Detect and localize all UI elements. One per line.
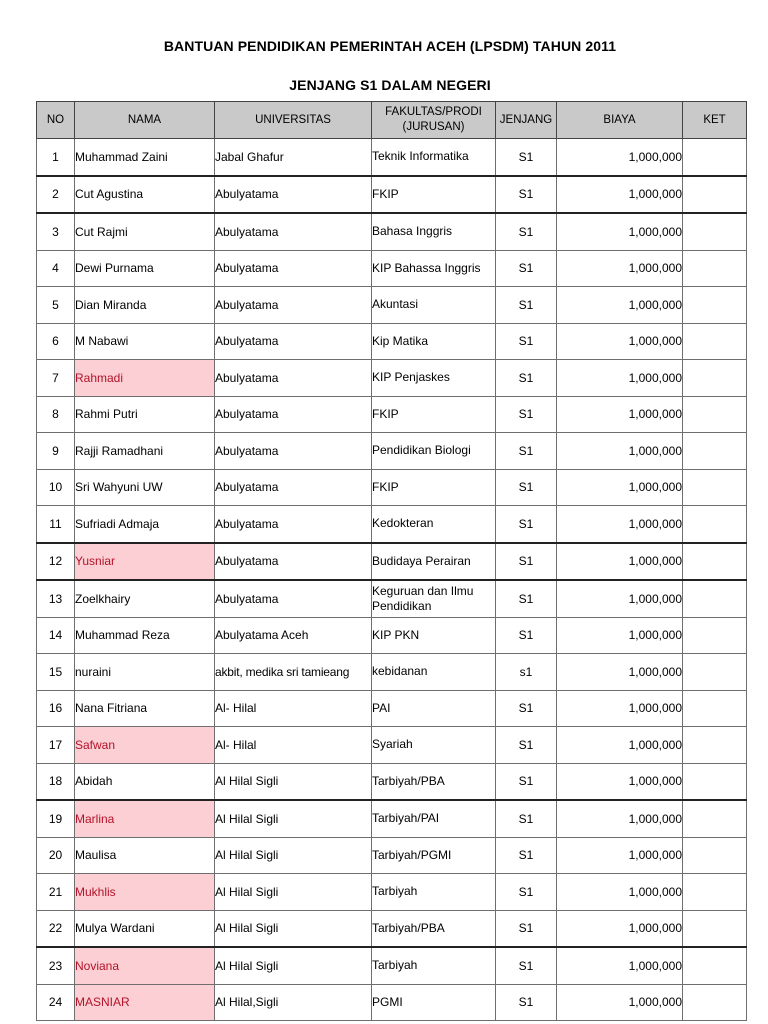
cell-no: 11 — [37, 506, 75, 543]
cell-biaya: 1,000,000 — [557, 910, 683, 947]
cell-nama: Dian Miranda — [75, 287, 215, 324]
cell-no: 3 — [37, 213, 75, 250]
cell-no: 24 — [37, 984, 75, 1021]
cell-fakultas: kebidanan — [372, 654, 496, 691]
cell-no: 14 — [37, 617, 75, 654]
cell-nama: Sufriadi Admaja — [75, 506, 215, 543]
cell-fakultas: KIP Bahassa Inggris — [372, 250, 496, 287]
column-header-nama: NAMA — [75, 102, 215, 139]
cell-universitas: Al Hilal Sigli — [215, 800, 372, 837]
table-row — [37, 654, 747, 691]
cell-jenjang: S1 — [496, 947, 557, 984]
column-header-fakultas: FAKULTAS/PRODI (JURUSAN) — [372, 102, 496, 139]
cell-fakultas: Tarbiyah — [372, 947, 496, 984]
table-row — [37, 617, 747, 654]
cell-no: 18 — [37, 763, 75, 800]
cell-nama: M Nabawi — [75, 323, 215, 360]
cell-no: 10 — [37, 469, 75, 506]
column-header-jenjang: JENJANG — [496, 102, 557, 139]
cell-biaya: 1,000,000 — [557, 433, 683, 470]
cell-jenjang: S1 — [496, 617, 557, 654]
table-row — [37, 323, 747, 360]
table-row — [37, 360, 747, 397]
table-row — [37, 543, 747, 581]
cell-universitas: Al Hilal Sigli — [215, 837, 372, 874]
cell-ket — [683, 139, 747, 176]
cell-nama: Maulisa — [75, 837, 215, 874]
cell-universitas: Abulyatama — [215, 580, 372, 617]
cell-no: 19 — [37, 800, 75, 837]
cell-biaya: 1,000,000 — [557, 176, 683, 214]
cell-universitas: Abulyatama — [215, 287, 372, 324]
cell-fakultas: PAI — [372, 690, 496, 727]
table-row — [37, 396, 747, 433]
cell-jenjang: S1 — [496, 360, 557, 397]
table-row — [37, 984, 747, 1021]
cell-universitas: Abulyatama — [215, 323, 372, 360]
cell-jenjang: S1 — [496, 213, 557, 250]
cell-jenjang: S1 — [496, 763, 557, 800]
table-row — [37, 690, 747, 727]
cell-ket — [683, 727, 747, 764]
cell-nama: MASNIAR — [75, 984, 215, 1021]
cell-nama: nuraini — [75, 654, 215, 691]
table-row — [37, 139, 747, 176]
cell-fakultas: Tarbiyah/PAI — [372, 800, 496, 837]
cell-universitas: Al Hilal Sigli — [215, 910, 372, 947]
cell-no: 16 — [37, 690, 75, 727]
cell-ket — [683, 176, 747, 214]
cell-jenjang: s1 — [496, 654, 557, 691]
cell-fakultas: KIP Penjaskes — [372, 360, 496, 397]
cell-jenjang: S1 — [496, 543, 557, 581]
cell-jenjang: S1 — [496, 727, 557, 764]
column-header-universitas: UNIVERSITAS — [215, 102, 372, 139]
cell-fakultas: KIP PKN — [372, 617, 496, 654]
cell-no: 22 — [37, 910, 75, 947]
cell-biaya: 1,000,000 — [557, 837, 683, 874]
cell-nama: Mulya Wardani — [75, 910, 215, 947]
cell-fakultas: Tarbiyah/PBA — [372, 910, 496, 947]
cell-nama: Cut Rajmi — [75, 213, 215, 250]
cell-ket — [683, 543, 747, 581]
cell-universitas: akbit, medika sri tamieang — [215, 654, 372, 691]
cell-fakultas: Tarbiyah/PBA — [372, 763, 496, 800]
cell-biaya: 1,000,000 — [557, 360, 683, 397]
cell-universitas: Al Hilal Sigli — [215, 763, 372, 800]
cell-universitas: Al Hilal Sigli — [215, 947, 372, 984]
cell-fakultas: Syariah — [372, 727, 496, 764]
cell-ket — [683, 287, 747, 324]
cell-biaya: 1,000,000 — [557, 984, 683, 1021]
table-row — [37, 469, 747, 506]
cell-ket — [683, 506, 747, 543]
cell-universitas: Abulyatama Aceh — [215, 617, 372, 654]
cell-no: 13 — [37, 580, 75, 617]
table-row — [37, 837, 747, 874]
cell-ket — [683, 763, 747, 800]
cell-universitas: Abulyatama — [215, 176, 372, 214]
cell-jenjang: S1 — [496, 506, 557, 543]
cell-fakultas: Bahasa Inggris — [372, 213, 496, 250]
cell-biaya: 1,000,000 — [557, 947, 683, 984]
cell-nama: Rahmadi — [75, 360, 215, 397]
cell-universitas: Abulyatama — [215, 360, 372, 397]
cell-ket — [683, 947, 747, 984]
cell-nama: Sri Wahyuni UW — [75, 469, 215, 506]
column-header-no: NO — [37, 102, 75, 139]
cell-biaya: 1,000,000 — [557, 874, 683, 911]
cell-nama: Noviana — [75, 947, 215, 984]
cell-biaya: 1,000,000 — [557, 250, 683, 287]
cell-ket — [683, 213, 747, 250]
cell-fakultas: FKIP — [372, 176, 496, 214]
cell-universitas: Al- Hilal — [215, 727, 372, 764]
cell-fakultas: Teknik Informatika — [372, 139, 496, 176]
cell-biaya: 1,000,000 — [557, 580, 683, 617]
cell-nama: Yusniar — [75, 543, 215, 581]
table-row — [37, 800, 747, 837]
document-subtitle: JENJANG S1 DALAM NEGERI — [289, 77, 491, 93]
cell-biaya: 1,000,000 — [557, 287, 683, 324]
cell-no: 23 — [37, 947, 75, 984]
cell-jenjang: S1 — [496, 323, 557, 360]
cell-no: 4 — [37, 250, 75, 287]
cell-fakultas: Tarbiyah — [372, 874, 496, 911]
cell-no: 15 — [37, 654, 75, 691]
cell-biaya: 1,000,000 — [557, 469, 683, 506]
table-row — [37, 763, 747, 800]
cell-nama: Marlina — [75, 800, 215, 837]
cell-ket — [683, 654, 747, 691]
cell-fakultas: FKIP — [372, 469, 496, 506]
cell-jenjang: S1 — [496, 176, 557, 214]
cell-fakultas: Tarbiyah/PGMI — [372, 837, 496, 874]
cell-jenjang: S1 — [496, 984, 557, 1021]
cell-no: 6 — [37, 323, 75, 360]
cell-universitas: Abulyatama — [215, 396, 372, 433]
column-header-biaya: BIAYA — [557, 102, 683, 139]
beneficiary-table — [36, 101, 747, 1021]
cell-no: 21 — [37, 874, 75, 911]
cell-fakultas: Kip Matika — [372, 323, 496, 360]
cell-jenjang: S1 — [496, 874, 557, 911]
table-row — [37, 287, 747, 324]
cell-nama: Nana Fitriana — [75, 690, 215, 727]
cell-biaya: 1,000,000 — [557, 506, 683, 543]
cell-nama: Zoelkhairy — [75, 580, 215, 617]
cell-ket — [683, 984, 747, 1021]
cell-fakultas: Pendidikan Biologi — [372, 433, 496, 470]
cell-fakultas: FKIP — [372, 396, 496, 433]
table-row — [37, 580, 747, 617]
cell-ket — [683, 360, 747, 397]
cell-biaya: 1,000,000 — [557, 690, 683, 727]
cell-no: 8 — [37, 396, 75, 433]
cell-no: 20 — [37, 837, 75, 874]
cell-jenjang: S1 — [496, 139, 557, 176]
cell-ket — [683, 800, 747, 837]
cell-ket — [683, 396, 747, 433]
cell-jenjang: S1 — [496, 690, 557, 727]
cell-nama: Dewi Purnama — [75, 250, 215, 287]
cell-no: 2 — [37, 176, 75, 214]
cell-no: 7 — [37, 360, 75, 397]
cell-biaya: 1,000,000 — [557, 800, 683, 837]
cell-biaya: 1,000,000 — [557, 396, 683, 433]
cell-universitas: Abulyatama — [215, 543, 372, 581]
table-row — [37, 506, 747, 543]
cell-jenjang: S1 — [496, 250, 557, 287]
table-row — [37, 250, 747, 287]
cell-fakultas: Keguruan dan Ilmu Pendidikan — [372, 580, 496, 617]
cell-fakultas: Kedokteran — [372, 506, 496, 543]
cell-ket — [683, 837, 747, 874]
cell-biaya: 1,000,000 — [557, 213, 683, 250]
cell-jenjang: S1 — [496, 580, 557, 617]
table-row — [37, 910, 747, 947]
cell-universitas: Al Hilal Sigli — [215, 874, 372, 911]
cell-ket — [683, 874, 747, 911]
cell-biaya: 1,000,000 — [557, 727, 683, 764]
table-header-row — [37, 102, 747, 139]
cell-universitas: Abulyatama — [215, 506, 372, 543]
cell-nama: Safwan — [75, 727, 215, 764]
cell-universitas: Abulyatama — [215, 469, 372, 506]
cell-universitas: Abulyatama — [215, 250, 372, 287]
cell-ket — [683, 617, 747, 654]
cell-biaya: 1,000,000 — [557, 763, 683, 800]
column-header-ket: KET — [683, 102, 747, 139]
cell-biaya: 1,000,000 — [557, 543, 683, 581]
table-row — [37, 213, 747, 250]
table-body — [37, 139, 747, 1021]
cell-no: 1 — [37, 139, 75, 176]
cell-nama: Rahmi Putri — [75, 396, 215, 433]
cell-universitas: Al- Hilal — [215, 690, 372, 727]
cell-nama: Rajji Ramadhani — [75, 433, 215, 470]
cell-nama: Muhammad Zaini — [75, 139, 215, 176]
table-row — [37, 727, 747, 764]
cell-ket — [683, 433, 747, 470]
cell-jenjang: S1 — [496, 910, 557, 947]
cell-jenjang: S1 — [496, 396, 557, 433]
cell-no: 5 — [37, 287, 75, 324]
cell-jenjang: S1 — [496, 469, 557, 506]
cell-jenjang: S1 — [496, 837, 557, 874]
table-row — [37, 947, 747, 984]
cell-universitas: Jabal Ghafur — [215, 139, 372, 176]
cell-no: 17 — [37, 727, 75, 764]
table-row — [37, 874, 747, 911]
cell-no: 12 — [37, 543, 75, 581]
cell-biaya: 1,000,000 — [557, 139, 683, 176]
document-title: BANTUAN PENDIDIKAN PEMERINTAH ACEH (LPSDM) TAHUN 2011 — [163, 38, 617, 54]
cell-biaya: 1,000,000 — [557, 323, 683, 360]
cell-nama: Muhammad Reza — [75, 617, 215, 654]
cell-ket — [683, 323, 747, 360]
cell-biaya: 1,000,000 — [557, 617, 683, 654]
cell-ket — [683, 469, 747, 506]
cell-universitas: Al Hilal,Sigli — [215, 984, 372, 1021]
cell-ket — [683, 250, 747, 287]
cell-ket — [683, 580, 747, 617]
cell-fakultas: PGMI — [372, 984, 496, 1021]
cell-fakultas: Akuntasi — [372, 287, 496, 324]
cell-nama: Cut Agustina — [75, 176, 215, 214]
cell-nama: Mukhlis — [75, 874, 215, 911]
cell-jenjang: S1 — [496, 800, 557, 837]
cell-nama: Abidah — [75, 763, 215, 800]
cell-biaya: 1,000,000 — [557, 654, 683, 691]
cell-universitas: Abulyatama — [215, 213, 372, 250]
cell-ket — [683, 690, 747, 727]
cell-no: 9 — [37, 433, 75, 470]
cell-fakultas: Budidaya Perairan — [372, 543, 496, 581]
table-row — [37, 433, 747, 470]
table-row — [37, 176, 747, 214]
cell-jenjang: S1 — [496, 433, 557, 470]
cell-universitas: Abulyatama — [215, 433, 372, 470]
cell-jenjang: S1 — [496, 287, 557, 324]
cell-ket — [683, 910, 747, 947]
